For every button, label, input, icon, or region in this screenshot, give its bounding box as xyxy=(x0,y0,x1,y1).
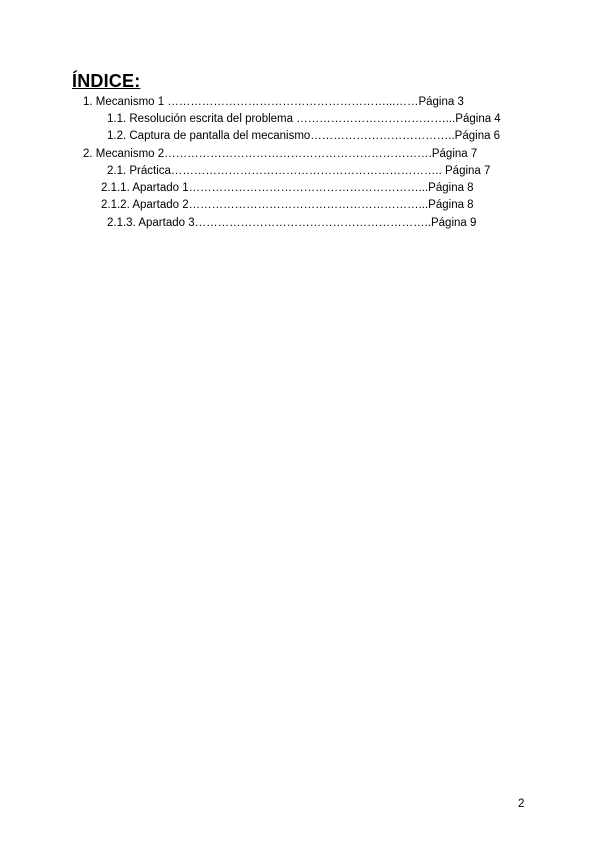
toc-entry: 1.2. Captura de pantalla del mecanismo………………………………..Página 6 xyxy=(107,130,501,142)
toc-entry: 2.1.1. Apartado 1……………………………………………………...Página 8 xyxy=(101,182,474,194)
toc-entry: 2.1.3. Apartado 3……………………………………………………..Página 9 xyxy=(107,217,477,229)
index-title: ÍNDICE: xyxy=(72,71,141,91)
toc-entry: 1. Mecanismo 1 …………………………………………………...……Página 3 xyxy=(83,96,464,108)
toc-entry: 1.1. Resolución escrita del problema …………………………………...Página 4 xyxy=(107,113,501,125)
toc-entry: 2. Mecanismo 2…………………………………………………………….Página 7 xyxy=(83,148,478,160)
toc-entry: 2.1. Práctica…………………………………………………………….. Página 7 xyxy=(107,165,491,177)
page-number: 2 xyxy=(518,798,525,810)
toc-entry: 2.1.2. Apartado 2……………………………………………………...Página 8 xyxy=(101,199,474,211)
